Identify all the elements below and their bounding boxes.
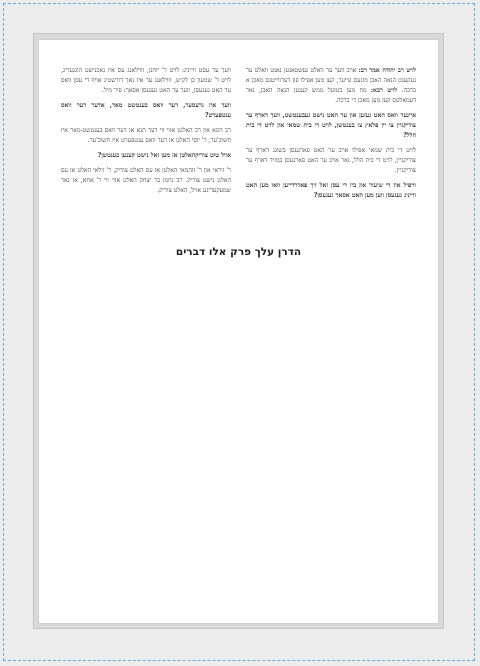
right-paragraph-2: לויט די בית שמאי אפילו אויב ער האט פארגעסן בשוגג דארף ער צוריקגיין, לויט די בית הלל, נאר אויב ער האט פארגעסן במזיד דארף ער צוריקגיין.: [246, 147, 416, 174]
right-question-1: איינער וואס האט געזען און ער האט נישט געבענטשט, וועך דארף ער צוריקגיין צו יין פלאץ צו בענטשן, לויט די בית שמאי און לויט די בית הלל?: [246, 112, 416, 139]
document-page: [38, 39, 439, 624]
speaker-lead: לויט רב יהודה אמר רב:: [358, 67, 417, 74]
left-question-1: וועך איז גרעסער, דער וואס בענטשט מאר, אדער דער וואס ענטפערט?: [61, 102, 231, 119]
right-paragraph-1: [246, 66, 416, 106]
left-paragraph-2: רב הונא און רב האלטן אזוי ווי דער תנא אז דער וואס בענטשט-מאר איז חשוב'ער, ר' יוסי האלט אז דער וואס ענטפערט איז חשוב'ער.: [61, 127, 231, 144]
right-question-2: וויפיל איז די שיעור און ביז די עסן זאל זיך פאררדייען וואו מען האט ווייניג געגעסן ווען מען האט אסאך געגעסן?: [246, 182, 416, 199]
left-paragraph-1: וועך ער עסט ווייניג: לויט ר' יוחנן, וווילאנג עס איז נאכנישט הונגעריג, לויט ר' שמעון בן לקיש, וווילאנג ער איז נאך דורשטיג אויף די עסן וואס ער האט געגעסן, וועך ער האט געגעסן אסאך: פיר מיל.: [61, 67, 231, 94]
right-column: [246, 66, 416, 206]
left-column: [61, 66, 231, 201]
left-paragraph-3: ר' זיראי און ר' זוהמאי האלטן אז עס האלט צוריק, ר' זילאי האלט אז עס האלט נישט צוריק. רב נחמן בר יצחק האלט אזוי ווי ר' אחא, אז נאר שמעקעדיגע אויל, האלט צוריק.: [61, 167, 231, 194]
left-question-2: אויל טוט צוריקהאלטן אז מען זאל נישט קענען בענטשן?: [97, 152, 231, 159]
chapter-end-heading: הדרן עלך פרק אלו דברים: [175, 246, 302, 258]
speaker-lead: לויט רבא:: [370, 87, 402, 94]
paragraph-text: מוז מען בטועל ממש קענען הנאה האבן, נאר דעמאלטס קען מען מאכן די ברכה.: [246, 87, 416, 104]
paragraph-text: אויב וועך ער וואלט געשטאנען נאנט וואלט ער געקענט הנאה האבן מונעם פייער, קען מען אפילו פון דערווייטנס מאכן א ברכה.: [246, 67, 416, 94]
